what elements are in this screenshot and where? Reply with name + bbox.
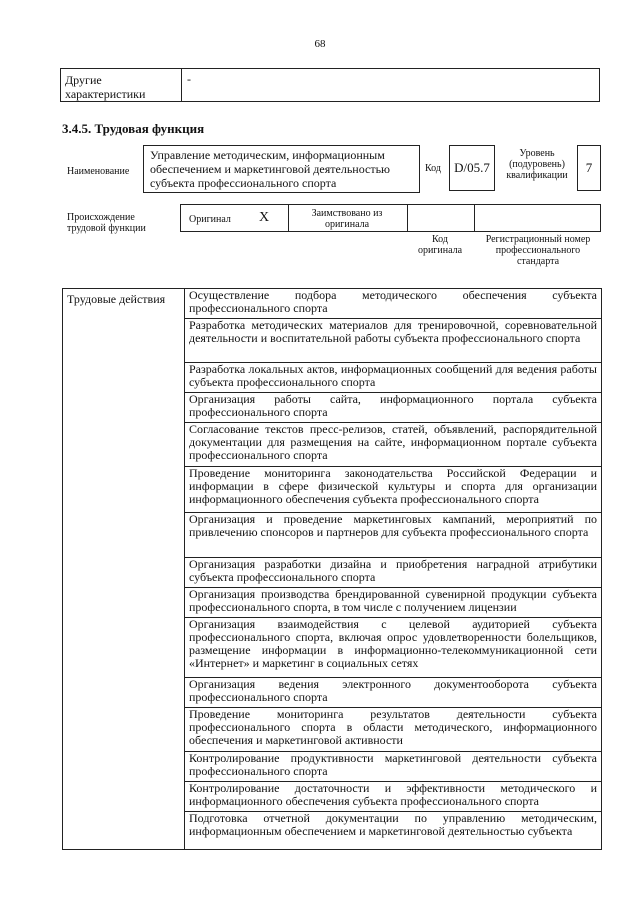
labor-action-row: Подготовка отчетной документации по управлению методическим, информационным обеспечением и маркетинговой деятельностью субъекта: [189, 812, 597, 838]
labor-action-row: Проведение мониторинга результатов деятельности субъекта профессионального спорта в области методического, информационного обеспечения и маркетинговой активности: [185, 708, 601, 752]
labor-actions-table: [62, 288, 602, 850]
other-characteristics-table: [60, 68, 600, 102]
column-divider: [407, 205, 408, 231]
column-divider: [288, 205, 289, 231]
labor-action-row: Организация производства брендированной сувенирной продукции субъекта профессионального спорта, в том числе с получением лицензии: [185, 588, 601, 618]
labor-actions-list: [185, 289, 601, 841]
qualification-level-value: 7: [577, 145, 601, 191]
original-mark: X: [259, 210, 270, 225]
labor-action-row: Организация взаимодействия с целевой аудиторией субъекта профессионального спорта, включая опрос удовлетворенности болельщиков, размещение информации в информационно-телекоммуникационной сети «Интернет» и маркетинг в социальных сетях: [185, 618, 601, 678]
name-label: Наименование: [67, 166, 130, 177]
labor-action-row: Разработка методических материалов для тренировочной, соревновательной деятельности и воспитательной работы субъекта профессионального спорта: [185, 319, 601, 363]
labor-action-row: Контролирование продуктивности маркетинговой деятельности субъекта профессионального спорта: [185, 752, 601, 782]
labor-actions-label: Трудовые действия: [67, 292, 166, 306]
labor-action-row: Согласование текстов пресс-релизов, статей, объявлений, распорядительной документации для размещения на сайте, информационном портале субъекта профессионального спорта: [185, 423, 601, 467]
origin-label: Происхождение трудовой функции: [67, 212, 146, 234]
other-characteristics-label: Другие характеристики: [65, 73, 146, 101]
code-original-label: Код оригинала: [417, 234, 463, 256]
column-divider: [181, 69, 182, 101]
labor-action-row: Осуществление подбора методического обеспечения субъекта профессионального спорта: [185, 289, 601, 319]
origin-table: [180, 204, 601, 232]
code-label: Код: [425, 163, 441, 174]
labor-action-row: Организация ведения электронного документооборота субъекта профессионального спорта: [185, 678, 601, 708]
labor-action-row: Организация разработки дизайна и приобретения наградной атрибутики субъекта профессионального спорта: [185, 558, 601, 588]
section-title: 3.4.5. Трудовая функция: [62, 121, 205, 136]
labor-action-row: Проведение мониторинга законодательства Российской Федерации и информации в сфере физической культуры и спорта для организации информационного обеспечения субъекта профессионального спорта: [185, 467, 601, 513]
other-characteristics-value: -: [187, 72, 191, 86]
page-number: 68: [314, 38, 326, 50]
labor-action-row: Организация работы сайта, информационного портала субъекта профессионального спорта: [185, 393, 601, 423]
original-label: Оригинал: [189, 214, 231, 225]
borrowed-label: Заимствовано из оригинала: [311, 208, 383, 230]
level-label: Уровень (подуровень) квалификации: [506, 148, 568, 181]
reg-number-label: Регистрационный номер профессионального стандарта: [485, 234, 591, 267]
function-name-value: Управление методическим, информационным обеспечением и маркетинговой деятельностью субъекта профессионального спорта: [143, 145, 420, 193]
labor-action-row: Организация и проведение маркетинговых кампаний, мероприятий по привлечению спонсоров и партнеров для субъекта профессионального спорта: [185, 513, 601, 558]
column-divider: [474, 205, 475, 231]
function-code-value: D/05.7: [449, 145, 495, 191]
labor-action-row: Разработка локальных актов, информационных сообщений для ведения работы субъекта профессионального спорта: [185, 363, 601, 393]
labor-action-row: Контролирование достаточности и эффективности методического и информационного обеспечения субъекта профессионального спорта: [185, 782, 601, 812]
